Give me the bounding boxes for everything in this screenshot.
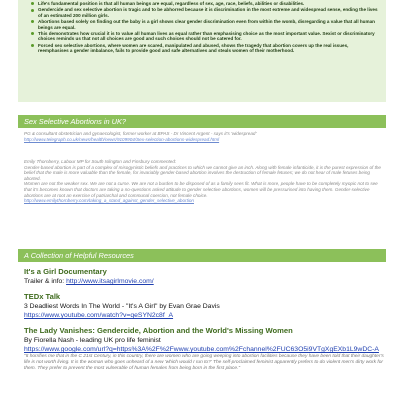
key-point-item	[38, 43, 380, 54]
section-heading-resources: A Collection of Helpful Resources	[18, 249, 386, 262]
resource-title: TEDx Talk	[24, 292, 61, 301]
quote-thornberry	[24, 159, 384, 204]
key-points-list	[18, 0, 386, 54]
thornberry-link[interactable]: http://www.emilythornberry.com/taking_a_stand_against_gender_selective_abortion	[24, 198, 194, 204]
resource-lady-vanishes	[24, 326, 384, 372]
resource-trailer-label: Trailer & info:	[24, 278, 67, 285]
telegraph-link[interactable]: http://www.telegraph.co.uk/news/health/news/9109904/Sex-selection-abortions-widespread.html	[24, 136, 220, 142]
tedx-youtube-link[interactable]: https://www.youtube.com/watch?v=qeSYN2c8f_A	[24, 312, 174, 319]
resource-title: The Lady Vanishes: Gendercide, Abortion and the World's Missing Women	[24, 326, 293, 335]
resource-title: It's a Girl Documentary	[24, 267, 107, 276]
key-point-text: Forced sex selective abortions, where women are scared, manipulated and abused, shows the tragedy that abortion covers up the real issues, reemphasises a gender imbalance, fails to provide good and safe alternatives and steals women of their motherhood.	[38, 42, 349, 54]
key-points-box	[18, 0, 386, 102]
bullet-dot-icon	[31, 20, 34, 23]
key-point-item	[38, 7, 380, 18]
key-point-text: This demonstrates how crucial it is to value all human lives as equal rather than emphasising choice as the most important value. Sexist or discriminatory choices reminds us that not all choices are good and such choices should not be catered for.	[38, 30, 375, 42]
key-point-text: Life's fundamental position is that all human beings are equal, regardless of sex, age, race, beliefs, abilities or disabilities.	[38, 1, 305, 6]
bullet-dot-icon	[31, 44, 34, 47]
resources-list	[24, 267, 384, 378]
quote-argent-text: PG & consultant obstetrician and gynaecologist, former worker at BPAS - Dr Vincent Argent - says it's 'widespread'	[24, 131, 257, 136]
bullet-dot-icon	[31, 32, 34, 35]
bullet-dot-icon	[31, 2, 34, 5]
quote-thornberry-author: Emily Thornberry, Labour MP for South Islington and Finsbury commented:	[24, 159, 177, 164]
quote-argent	[24, 131, 384, 142]
key-point-item	[38, 19, 380, 30]
resource-description: By Fiorella Nash - leading UK pro life feminist	[24, 337, 161, 344]
bullet-dot-icon	[31, 9, 34, 12]
itsagirl-link[interactable]: http://www.itsagirlmovie.com/	[66, 278, 154, 285]
key-point-text: Gendercide and sex selective abortion is tragic and to be abhorred because it is discrimination in the most extreme and widespread sense, ending the lives of an estimated 200 million girls.	[38, 7, 378, 18]
key-point-text: Abortions based solely on finding out the baby is a girl shows clear gender discrimination even from within the womb, disregarding a value that all human beings are equal.	[38, 18, 375, 30]
section-heading-uk: Sex Selective Abortions in UK?	[18, 115, 386, 128]
lady-vanishes-link[interactable]: https://www.google.com/url?q=https%3A%2F%2Fwww.youtube.com%2Fchannel%2FUC63O5i9VTgXgEXb1L9wDC-A	[24, 346, 379, 353]
resource-trailer-line	[24, 277, 384, 286]
key-point-item	[38, 1, 380, 7]
quote-thornberry-text: Gender-based abortion is part of a complex of misogynistic beliefs and practices to which we cannot give an inch. Along with female infanticide, it is the purest expression of the belief that the male is more valuable than the female, for invariably gender-based abortion involves the destruction of female fetuses; we do not hear of male fetuses being aborted.	[24, 164, 381, 181]
resource-tedx	[24, 292, 384, 320]
quote-thornberry-text-2: Women are not the weaker sex. We are not a curse. We are not a burden to be disposed of as a family sees fit. What is more, people have to be completely myopic not to see that it's becomes known that doctors are taking a no-questions asked attitude to gender selective abortions, women will be pressurised into having them. Gender-selective abortions are at root an exercise of patriarchal and communal coercion, not female choice.	[24, 181, 378, 198]
resource-description: 3 Deadliest Words In The World - "It's A Girl" by Evan Grae Davis	[24, 303, 220, 310]
resource-documentary	[24, 267, 384, 286]
key-point-item	[38, 31, 380, 42]
resource-quote: "It horrifies me that in the C 21st Century, in this country, there are women who are going weeping into abortion facilities because they have been told that their daughter's life is not worth living. It is the woman who goes unheard of a new 'which would I run to?' The self-proclaimed feminist apparently prefers to do violent men's dirty work for them. They prefer to prevent the most vulnerable of human females from being born in the first place."	[24, 354, 384, 371]
